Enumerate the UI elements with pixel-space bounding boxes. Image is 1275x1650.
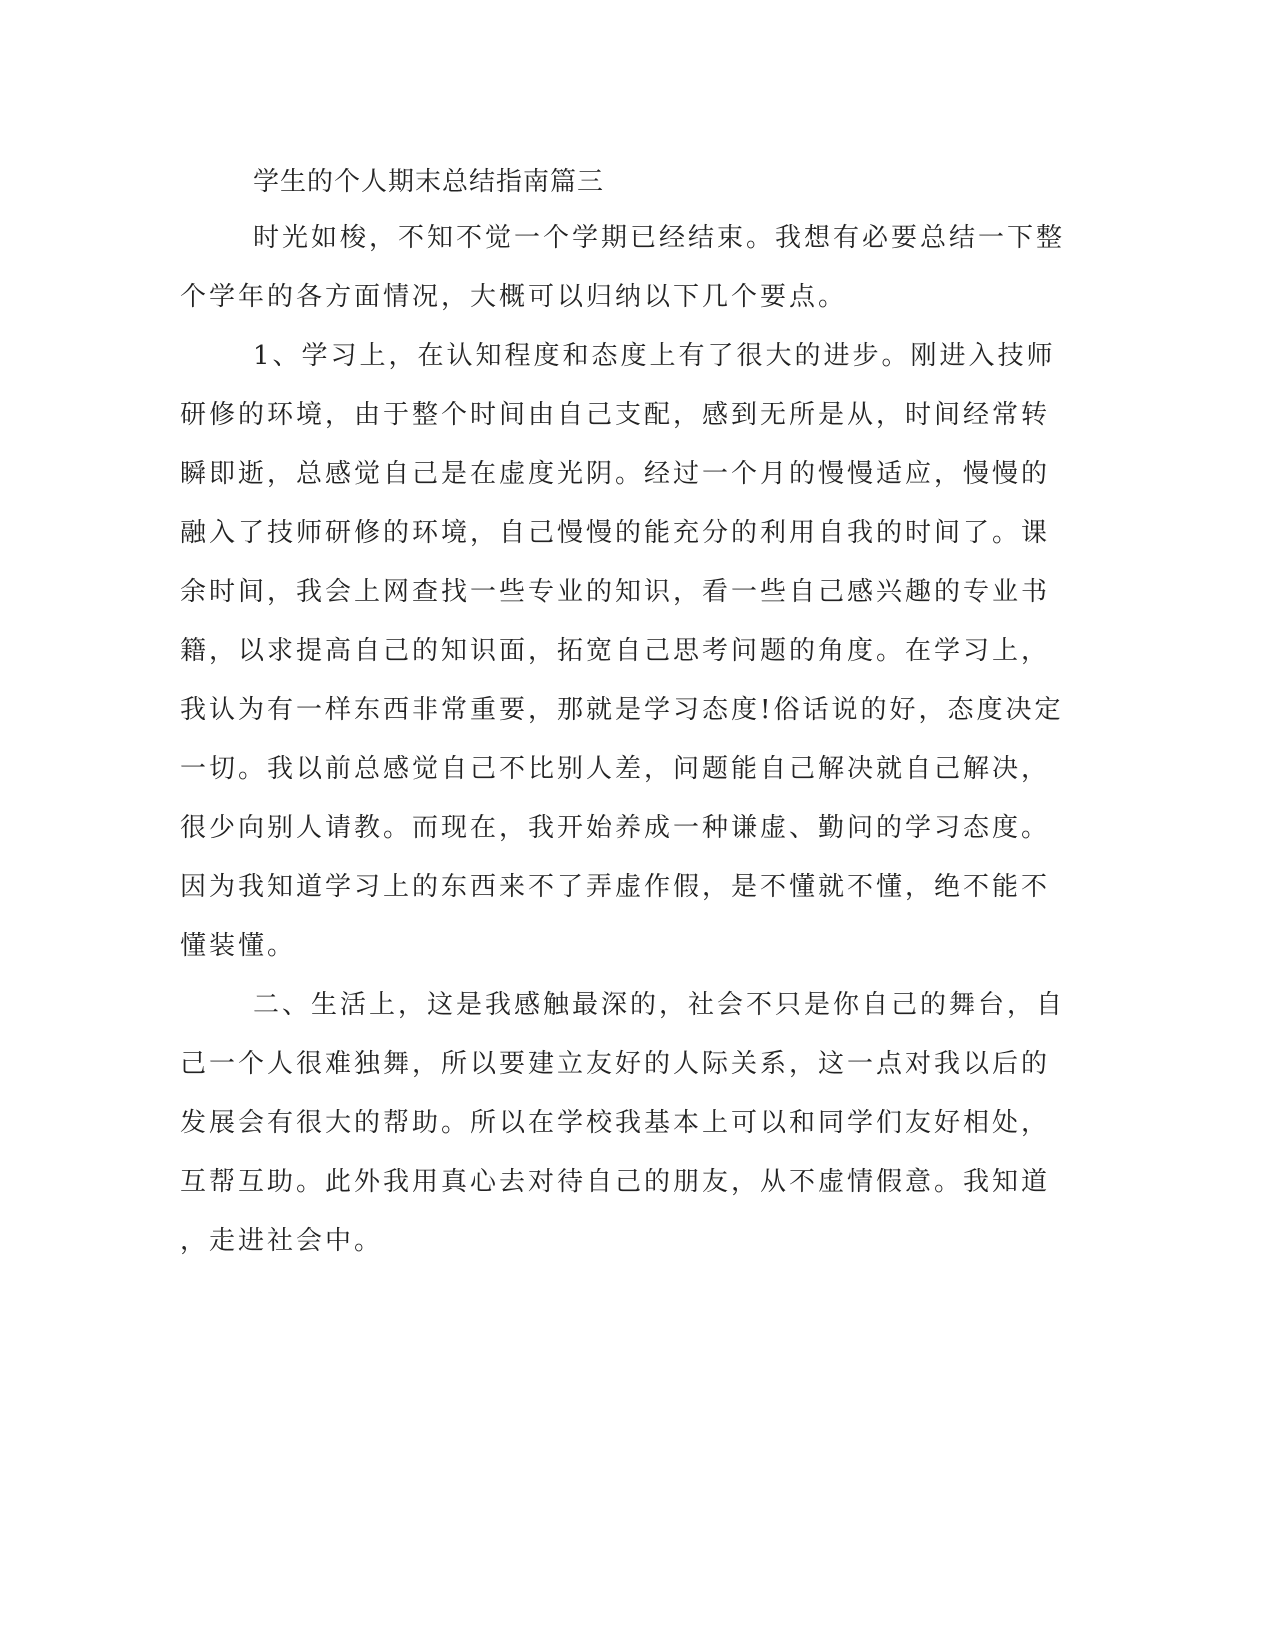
paragraph-line: 己一个人很难独舞，所以要建立友好的人际关系，这一点对我以后的 xyxy=(180,1049,1051,1079)
paragraph-line: 懂装懂。 xyxy=(180,931,297,961)
paragraph-line: 余时间，我会上网查找一些专业的知识，看一些自己感兴趣的专业书 xyxy=(180,577,1051,607)
paragraph-line: 互帮互助。此外我用真心去对待自己的朋友，从不虚情假意。我知道 xyxy=(180,1167,1051,1197)
paragraph-line: 二、生活上，这是我感触最深的，社会不只是你自己的舞台，自 xyxy=(253,990,1066,1020)
paragraph-line: ，走进社会中。 xyxy=(180,1226,384,1256)
paragraph-line: 一切。我以前总感觉自己不比别人差，问题能自己解决就自己解决， xyxy=(180,754,1051,784)
paragraph-line: 研修的环境，由于整个时间由自己支配，感到无所是从，时间经常转 xyxy=(180,400,1051,430)
paragraph-line: 很少向别人请教。而现在，我开始养成一种谦虚、勤问的学习态度。 xyxy=(180,813,1051,843)
document-title: 学生的个人期末总结指南篇三 xyxy=(253,167,605,197)
paragraph-line: 发展会有很大的帮助。所以在学校我基本上可以和同学们友好相处， xyxy=(180,1108,1051,1138)
paragraph-line: 籍，以求提高自己的知识面，拓宽自己思考问题的角度。在学习上， xyxy=(180,636,1051,666)
paragraph-line: 时光如梭，不知不觉一个学期已经结束。我想有必要总结一下整 xyxy=(253,223,1066,253)
paragraph-line: 瞬即逝，总感觉自己是在虚度光阴。经过一个月的慢慢适应，慢慢的 xyxy=(180,459,1051,489)
paragraph-line: 1、学习上，在认知程度和态度上有了很大的进步。刚进入技师 xyxy=(253,341,1056,371)
paragraph-line: 我认为有一样东西非常重要，那就是学习态度!俗话说的好，态度决定 xyxy=(180,695,1064,725)
paragraph-line: 因为我知道学习上的东西来不了弄虚作假，是不懂就不懂，绝不能不 xyxy=(180,872,1051,902)
paragraph-line: 融入了技师研修的环境，自己慢慢的能充分的利用自我的时间了。课 xyxy=(180,518,1051,548)
paragraph-line: 个学年的各方面情况，大概可以归纳以下几个要点。 xyxy=(180,282,848,312)
